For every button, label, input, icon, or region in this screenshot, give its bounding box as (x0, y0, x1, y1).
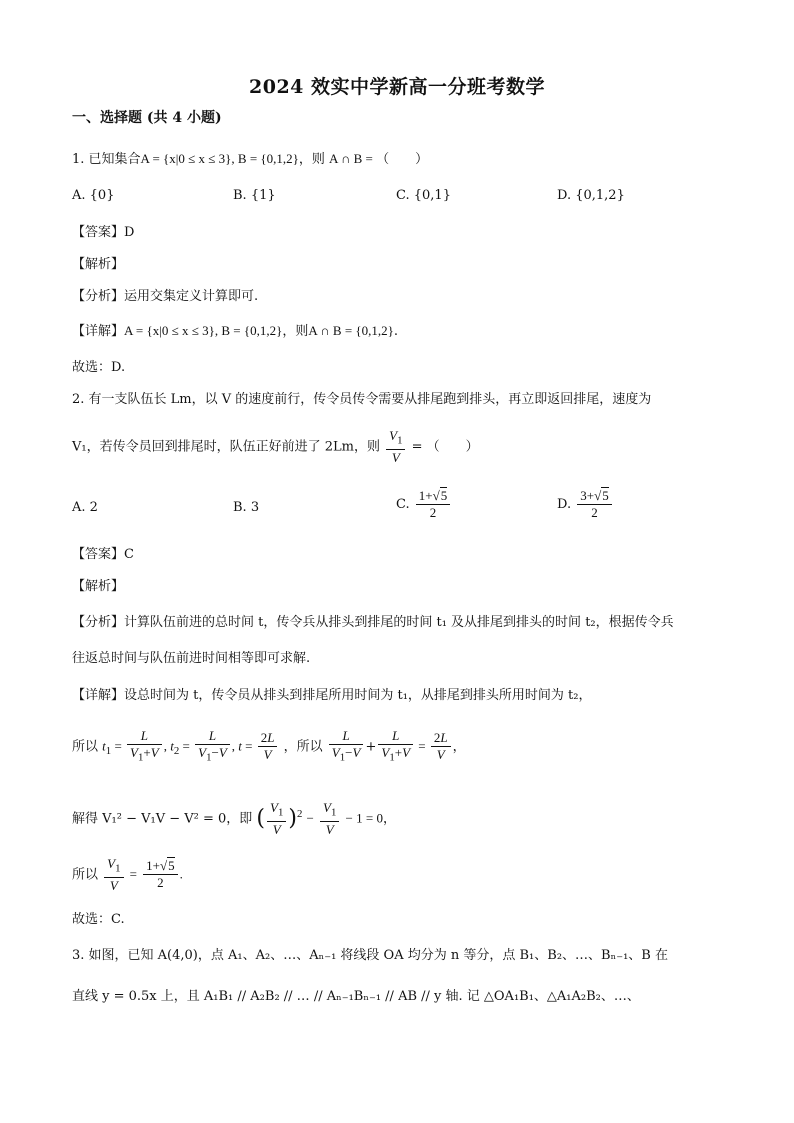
q2-analysis-head: 【解析】 (72, 579, 125, 594)
q2-option-c: C. $\frac{1+√5}{2}$ (396, 488, 452, 521)
q1-ask: A ∩ B = （ ） (329, 151, 429, 166)
q2-detail-2: 所以 $t_1$ = $\frac{L}{V_1+V}$ , $t_2$ = $\frac{L}{V_1-V}$ , t = $\frac{2L}{V}$ ，所以 $\frac{L}{V_1-V}$ + $\frac{L}{V_1+V}$ = $\frac{2L}{V}$ ， (72, 728, 466, 764)
q1-answer: 【答案】D (72, 225, 135, 240)
q1-set-expr: A = {x|0 ≤ x ≤ 3}, B = {0,1,2} (140, 151, 299, 166)
q2-option-d: D. $\frac{3+√5}{2}$ (557, 488, 614, 521)
q2-line2: V₁，若传令员回到排尾时，队伍正好前进了 2Lm，则 $\frac{V_1}{V}$ = （ ） (72, 428, 479, 465)
q1-choose: 故选：D. (72, 360, 126, 375)
q1-option-b: B. {1} (233, 188, 276, 203)
q2-detail-4: 所以 $\frac{V_1}{V}$ = $\frac{1+√5}{2}$ . (72, 856, 183, 893)
q1-analysis-head: 【解析】 (72, 257, 125, 272)
q2-line1: 2. 有一支队伍长 Lm，以 V 的速度前行，传令员传令需要从排尾跑到排头，再立即返回排尾，速度为 (72, 392, 652, 407)
ratio-v1-over-v: $\frac{V_1}{V}$ (386, 428, 405, 466)
q3-line1: 3. 如图，已知 A(4,0)，点 A₁、A₂、…、Aₙ₋₁ 将线段 OA 均分为 n 等分，点 B₁、B₂、…、Bₙ₋₁、B 在 (72, 948, 668, 963)
q1-detail: 【详解】A = {x|0 ≤ x ≤ 3}, B = {0,1,2}，则A ∩ B = {0,1,2}. (72, 323, 399, 339)
page-title: 2024 效实中学新高一分班考数学 (249, 76, 545, 98)
q2-option-a: A. 2 (72, 500, 98, 515)
q1-analysis: 【分析】运用交集定义计算即可. (72, 289, 259, 304)
q2-choose: 故选：C. (72, 912, 125, 927)
q1-option-a: A. {0} (72, 188, 115, 203)
q2-analysis-2: 往返总时间与队伍前进时间相等即可求解. (72, 651, 311, 666)
q1-stem: 1. 已知集合A = {x|0 ≤ x ≤ 3}, B = {0,1,2}，则 A ∩ B = （ ） (72, 151, 429, 167)
q2-detail-3: 解得 V₁² − V₁V − V² = 0，即 ( $\frac{V_1}{V}$ )$^2$ − $\frac{V_1}{V}$ − 1 = 0， (72, 800, 396, 837)
q2-detail-1: 【详解】设总时间为 t，传令员从排头到排尾所用时间为 t₁，从排尾到排头所用时间为 t₂， (72, 688, 592, 703)
q1-option-c: C. {0,1} (396, 188, 451, 203)
section-heading: 一、选择题 (共 4 小题) (72, 110, 222, 126)
q2-analysis-1: 【分析】计算队伍前进的总时间 t，传令兵从排头到排尾的时间 t₁ 及从排尾到排头的时间 t₂，根据传令兵 (72, 615, 674, 630)
q2-option-b: B. 3 (233, 500, 260, 515)
q2-answer: 【答案】C (72, 547, 134, 562)
q1-option-d: D. {0,1,2} (557, 188, 625, 203)
q3-line2: 直线 y = 0.5x 上，且 A₁B₁ // A₂B₂ // … // Aₙ₋₁Bₙ₋₁ // AB // y 轴. 记 △OA₁B₁、△A₁A₂B₂、…、 (72, 989, 640, 1004)
